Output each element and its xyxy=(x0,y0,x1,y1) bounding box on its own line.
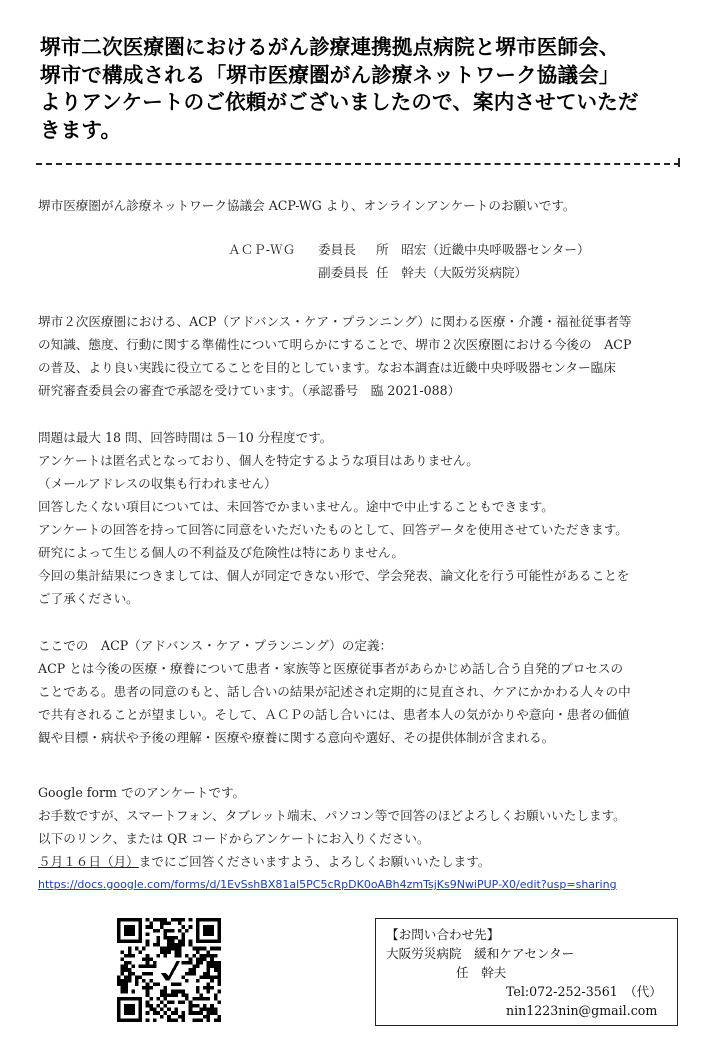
purpose-paragraph xyxy=(38,310,690,402)
deadline-line xyxy=(38,850,690,873)
note-line: 回答したくない項目については、未回答でかまいません。途中で中止することもできます。 xyxy=(38,499,554,514)
form-line: Google form でのアンケートです。 xyxy=(38,785,246,800)
headline-line: きます。 xyxy=(40,117,122,142)
signatory-row xyxy=(228,261,590,284)
contact-org: 大阪労災病院 緩和ケアセンター xyxy=(386,946,575,961)
signatory-role: 副委員長 xyxy=(318,265,369,280)
definition-line: で共有されることが望ましい。そして、ＡＣＰの話し合いには、患者本人の気がかりや意向・患者の価値 xyxy=(38,707,630,722)
note-line: 研究によって生じる個人の不利益及び危険性は特にありません。 xyxy=(38,545,404,560)
definition-line: 観や目標・病状や予後の理解・医療や療養に関する意向や選好、その提供体制が含まれる。 xyxy=(38,730,555,745)
contact-person: 任 幹夫 xyxy=(456,965,507,980)
qr-code-image xyxy=(117,918,221,1022)
intro-text: 堺市医療圏がん診療ネットワーク協議会 ACP-WG より、オンラインアンケートのお願いです。 xyxy=(38,198,576,213)
contact-email: nin1223nin@gmail.com xyxy=(506,1003,658,1018)
deadline-text: までにご回答くださいますよう、よろしくお願いいたします。 xyxy=(138,854,491,869)
signatory-row xyxy=(228,238,590,261)
headline-line: 堺市二次医療圏におけるがん診療連携拠点病院と堺市医師会、 xyxy=(40,35,620,59)
note-line: 今回の集計結果につきましては、個人が同定できない形で、学会発表、論文化を行う可能性があることを xyxy=(38,568,630,583)
form-line: 以下のリンク、または QR コードからアンケートにお入りください。 xyxy=(38,831,430,846)
headline-line: 堺市で構成される「堺市医療圏がん診療ネットワーク協議会」 xyxy=(40,62,620,87)
note-line: ご了承ください。 xyxy=(38,591,139,606)
note-line: アンケートの回答を持って回答に同意をいただいたものとして、回答データを使用させていただきます。 xyxy=(38,522,628,537)
purpose-line: 研究審査委員会の審査で承認を受けています。（承認番号 臨 2021-088） xyxy=(38,383,461,398)
form-line: お手数ですが、スマートフォン、タブレット端末、パソコン等で回答のほどよろしくお願いいたします。 xyxy=(38,808,626,823)
note-line: （メールアドレスの収集も行われません） xyxy=(38,476,277,491)
notes-paragraph xyxy=(38,426,690,610)
definition-line: ことである。患者の同意のもと、話し合いの結果が記述され定期的に見直され、ケアにかかわる人々の中 xyxy=(38,684,631,699)
definition-heading: ここでの ACP（アドバンス・ケア・プランニング）の定義： xyxy=(38,638,393,653)
definition-line: ACP とは今後の医療・療養について患者・家族等と医療従事者があらかじめ話し合う自発的プロセスの xyxy=(38,661,624,676)
note-line: 問題は最大 18 問、回答時間は 5－10 分程度です。 xyxy=(38,430,333,445)
signatory-name: 所 昭宏（近畿中央呼吸器センター） xyxy=(376,242,590,257)
contact-box xyxy=(375,918,678,1026)
divider-end-mark xyxy=(678,158,680,167)
headline xyxy=(40,34,700,144)
purpose-line: の知識、態度、行動に関する準備性について明らかにすることで、堺市２次医療圏における今後の ACP xyxy=(38,337,632,352)
note-line: アンケートは匿名式となっており、個人を特定するような項目はありません。 xyxy=(38,453,479,468)
signatory-role: 委員長 xyxy=(318,242,356,257)
signatory-group: ＡＣＰ-ＷＧ xyxy=(228,242,296,257)
signatories xyxy=(228,238,590,284)
form-paragraph xyxy=(38,781,690,873)
survey-link[interactable]: https://docs.google.com/forms/d/1EvSshBX81al5PC5cRpDK0oABh4zmTsjKs9NwiPUP-X0/edit?usp=sharing xyxy=(38,878,617,891)
headline-line: よりアンケートのご依頼がございましたので、案内させていただ xyxy=(40,90,639,114)
definition-paragraph xyxy=(38,634,690,749)
contact-title: 【お問い合わせ先】 xyxy=(386,927,500,942)
signatory-name: 任 幹夫（大阪労災病院） xyxy=(376,265,528,280)
purpose-line: 堺市２次医療圏における、ACP（アドバンス・ケア・プランニング）に関わる医療・介護・福祉従事者等 xyxy=(38,314,632,329)
purpose-line: の普及、より良い実践に役立てることを目的としています。なお本調査は近畿中央呼吸器センター臨床 xyxy=(38,360,616,375)
dashed-divider xyxy=(36,163,680,165)
contact-tel: Tel:072-252-3561 （代） xyxy=(506,984,662,999)
deadline-date: ５月１６日（月） xyxy=(38,854,139,869)
